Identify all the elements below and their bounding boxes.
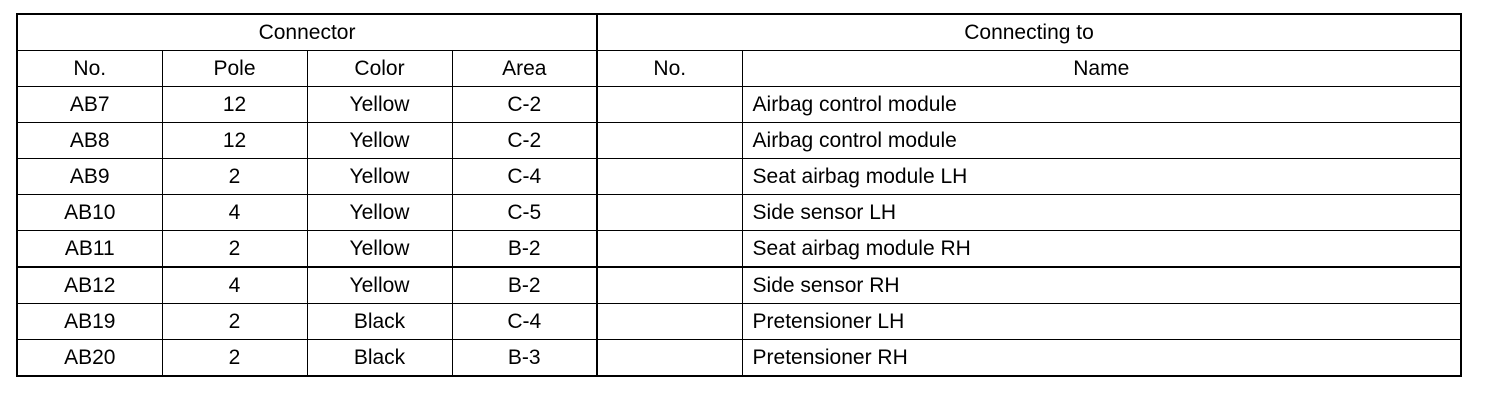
- cell-name: Pretensioner RH: [742, 340, 1461, 377]
- cell-name: Seat airbag module LH: [742, 159, 1461, 195]
- cell-area: B-3: [452, 340, 597, 377]
- cell-to-no: [597, 231, 742, 268]
- cell-pole: 12: [162, 87, 307, 123]
- cell-area: B-2: [452, 267, 597, 304]
- col-header-pole: Pole: [162, 51, 307, 87]
- table-row: [17, 123, 1461, 159]
- cell-pole: 2: [162, 340, 307, 377]
- cell-to-no: [597, 304, 742, 340]
- cell-name: Pretensioner LH: [742, 304, 1461, 340]
- cell-color: Yellow: [307, 87, 452, 123]
- connector-table: [16, 13, 1462, 377]
- cell-area: C-5: [452, 195, 597, 231]
- col-header-area: Area: [452, 51, 597, 87]
- table-row: [17, 195, 1461, 231]
- cell-to-no: [597, 159, 742, 195]
- cell-to-no: [597, 87, 742, 123]
- cell-color: Yellow: [307, 231, 452, 268]
- cell-color: Yellow: [307, 159, 452, 195]
- cell-pole: 12: [162, 123, 307, 159]
- table-row: [17, 231, 1461, 268]
- cell-area: C-4: [452, 304, 597, 340]
- table-row: [17, 340, 1461, 377]
- cell-to-no: [597, 123, 742, 159]
- cell-pole: 2: [162, 231, 307, 268]
- connecting-to-group-header: Connecting to: [597, 14, 1461, 51]
- cell-pole: 2: [162, 159, 307, 195]
- cell-color: Yellow: [307, 267, 452, 304]
- column-header-row: [17, 51, 1461, 87]
- cell-name: Airbag control module: [742, 87, 1461, 123]
- cell-to-no: [597, 195, 742, 231]
- cell-pole: 4: [162, 195, 307, 231]
- cell-no: AB10: [17, 195, 162, 231]
- cell-area: C-2: [452, 87, 597, 123]
- cell-name: Side sensor LH: [742, 195, 1461, 231]
- table-row: [17, 159, 1461, 195]
- col-header-to-no: No.: [597, 51, 742, 87]
- col-header-color: Color: [307, 51, 452, 87]
- table-row: [17, 267, 1461, 304]
- table-row: [17, 304, 1461, 340]
- cell-area: B-2: [452, 231, 597, 268]
- cell-area: C-2: [452, 123, 597, 159]
- cell-color: Black: [307, 304, 452, 340]
- cell-color: Yellow: [307, 195, 452, 231]
- table-row: [17, 87, 1461, 123]
- cell-name: Side sensor RH: [742, 267, 1461, 304]
- cell-to-no: [597, 267, 742, 304]
- col-header-no: No.: [17, 51, 162, 87]
- cell-no: AB8: [17, 123, 162, 159]
- col-header-name: Name: [742, 51, 1461, 87]
- cell-no: AB7: [17, 87, 162, 123]
- cell-area: C-4: [452, 159, 597, 195]
- connector-group-header: Connector: [17, 14, 597, 51]
- cell-pole: 2: [162, 304, 307, 340]
- cell-no: AB12: [17, 267, 162, 304]
- cell-name: Airbag control module: [742, 123, 1461, 159]
- cell-no: AB9: [17, 159, 162, 195]
- cell-to-no: [597, 340, 742, 377]
- group-header-row: [17, 14, 1461, 51]
- cell-no: AB11: [17, 231, 162, 268]
- cell-no: AB19: [17, 304, 162, 340]
- cell-pole: 4: [162, 267, 307, 304]
- cell-name: Seat airbag module RH: [742, 231, 1461, 268]
- cell-no: AB20: [17, 340, 162, 377]
- cell-color: Black: [307, 340, 452, 377]
- cell-color: Yellow: [307, 123, 452, 159]
